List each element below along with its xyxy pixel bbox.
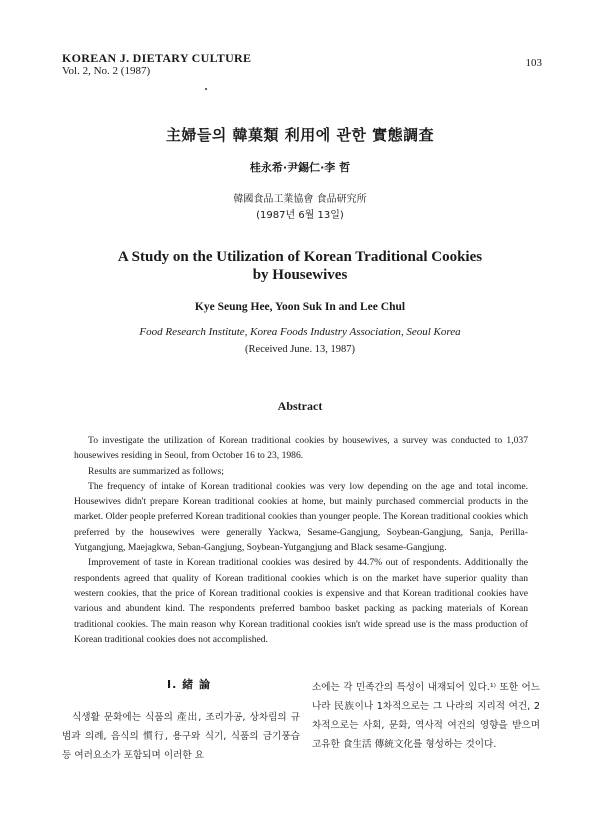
abstract-paragraph: To investigate the utilization of Korean traditional cookies by housewives, a survey was conducted to 1,037 housewives residing in Seoul, from October 16 to 23, 1986.	[74, 435, 528, 462]
korean-title: 主婦들의 韓菓類 利用에 관한 實態調査	[165, 126, 435, 144]
journal-header	[62, 52, 251, 78]
page-number: 103	[525, 57, 542, 69]
received-date: (Received June. 13, 1987)	[245, 344, 355, 355]
body-column-right	[312, 678, 540, 754]
print-speck	[205, 88, 207, 90]
korean-date: (1987년 6월 13일)	[256, 210, 344, 221]
body-paragraph: 식생활 문화에는 식품의 產出, 조리가공, 상차림의 규범과 의례, 음식의 慣行, 용구와 식기, 식품의 금기풍습 등 여러요소가 포함되며 이러한 요	[62, 712, 300, 761]
korean-affiliation: 韓國食品工業協會 食品研究所	[233, 194, 367, 205]
korean-authors: 桂永希·尹錫仁·李 哲	[249, 161, 351, 174]
journal-name: KOREAN J. DIETARY CULTURE	[62, 51, 252, 65]
english-affiliation: Food Research Institute, Korea Foods Industry Association, Seoul Korea	[139, 326, 461, 338]
english-authors: Kye Seung Hee, Yoon Suk In and Lee Chul	[194, 301, 406, 313]
english-title-line1: A Study on the Utilization of Korean Traditional Cookies	[117, 249, 483, 265]
abstract-body	[74, 433, 528, 647]
abstract-paragraph: Results are summarized as follows;	[88, 465, 224, 477]
body-column-left	[62, 708, 300, 765]
body-paragraph: 소에는 각 민족간의 특성이 내재되어 있다.¹⁾ 또한 어느나라 民族이나 1차적으로는 그 나라의 지리적 여건, 2차적으로는 사회, 문화, 역사적 여건의 영향을 받으며 고유한 食生活 傳統文化를 형성하는 것이다.	[312, 682, 540, 750]
abstract-heading: Abstract	[277, 399, 323, 413]
section-heading: I. 緒 論	[167, 678, 211, 691]
volume-line: Vol. 2, No. 2 (1987)	[62, 65, 151, 77]
abstract-paragraph: The frequency of intake of Korean traditional cookies was very low depending on the age and total income. Housewives didn't prepare Korean traditional cookies at home, but mainly purchased commercial products in the market. Older people preferred Korean traditional cookies than younger people. The Korean traditional cookies which preferred by the housewives were generally Yackwa, Sesame-Gangjung, Soybean-Gangjung, Sanja, Perilla-Yutgangjung, Maejagkwa, Seban-Gangjung, Soybean-Yutgangjung and Black sesame-Gangjung.	[74, 480, 528, 554]
english-title	[0, 248, 600, 284]
english-title-line2: by Housewives	[252, 267, 348, 283]
abstract-paragraph: Improvement of taste in Korean traditional cookies was desired by 44.7% out of respondents. Additionally the respondents agreed that quality of Korean traditional cookies which is on the market have superior quality than western cookies, that the price of Korean traditional cookies is expensive and that Korean traditional cookies have various and abundent kind. The respondents preferred bamboo basket packing as packing materials of Korean traditional cookies. The main reason why Korean traditional cookies isn't wide spread use is the mass production of Korean traditional cookies does not accomplished.	[74, 557, 528, 645]
